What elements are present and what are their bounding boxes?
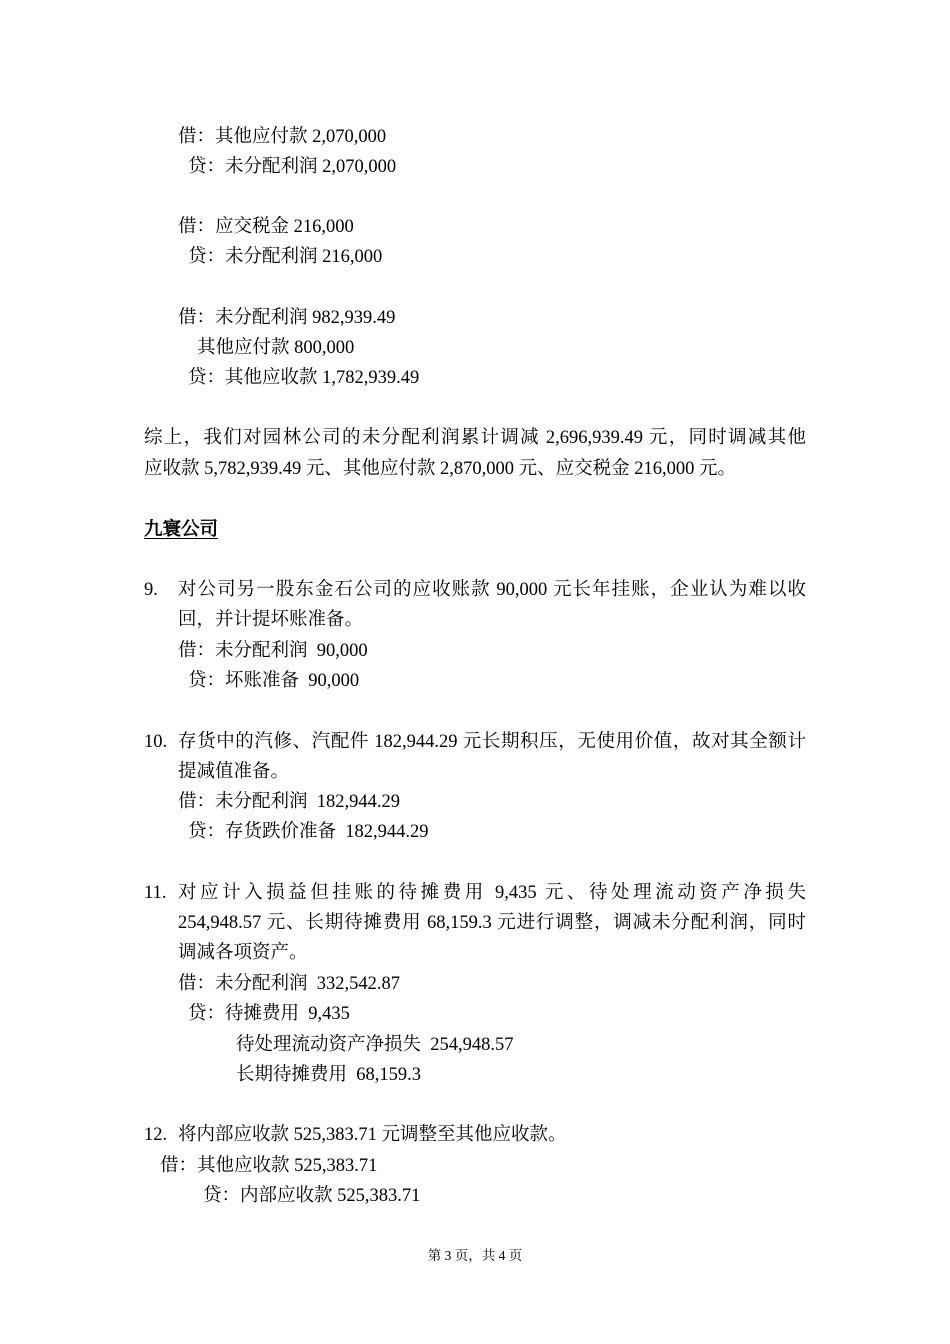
journal-debit-line: 借：应交税金 216,000 bbox=[178, 217, 354, 237]
summary-paragraph-line: 应收款 5,782,939.49 元、其他应付款 2,870,000 元、应交税金 216,000 元。 bbox=[144, 459, 737, 479]
journal-debit-line: 借：未分配利润 182,944.29 bbox=[178, 792, 401, 812]
summary-paragraph-line: 综上，我们对园林公司的未分配利润累计调减 2,696,939.49 元，同时调减其他 bbox=[144, 428, 806, 448]
section-heading: 九寰公司 bbox=[144, 520, 219, 540]
journal-credit-line: 贷：其他应收款 1,782,939.49 bbox=[188, 368, 420, 388]
item-number: 10. bbox=[144, 732, 168, 752]
item-text-line: 254,948.57 元、长期待摊费用 68,159.3 元进行调整，调减未分配利润，同时 bbox=[178, 913, 806, 933]
journal-debit-line: 借：未分配利润 90,000 bbox=[178, 641, 368, 661]
journal-debit-line: 借：其他应付款 2,070,000 bbox=[178, 127, 387, 147]
item-number: 11. bbox=[144, 883, 167, 903]
journal-credit-line: 贷：坏账准备 90,000 bbox=[188, 671, 360, 691]
item-text-line: 将内部应收款 525,383.71 元调整至其他应收款。 bbox=[178, 1125, 567, 1145]
journal-credit-line: 长期待摊费用 68,159.3 bbox=[236, 1065, 422, 1085]
journal-debit-line: 借：其他应收款 525,383.71 bbox=[160, 1156, 378, 1176]
item-text-line: 对应计入损益但挂账的待摊费用 9,435 元、待处理流动资产净损失 bbox=[178, 883, 806, 903]
journal-credit-line: 贷：未分配利润 2,070,000 bbox=[188, 157, 397, 177]
journal-debit-line: 借：未分配利润 982,939.49 bbox=[178, 308, 396, 328]
item-text-line: 存货中的汽修、汽配件 182,944.29 元长期积压，无使用价值，故对其全额计 bbox=[178, 732, 806, 752]
item-text-line: 对公司另一股东金石公司的应收账款 90,000 元长年挂账，企业认为难以收 bbox=[178, 580, 806, 600]
item-text-line: 回，并计提坏账准备。 bbox=[178, 610, 364, 630]
item-text-line: 提减值准备。 bbox=[178, 762, 290, 782]
journal-credit-line: 贷：内部应收款 525,383.71 bbox=[203, 1186, 421, 1206]
journal-credit-line: 贷：未分配利润 216,000 bbox=[188, 247, 383, 267]
item-number: 12. bbox=[144, 1125, 168, 1145]
page-footer: 第 3 页，共 4 页 bbox=[427, 1248, 523, 1263]
journal-credit-line: 贷：存货跌价准备 182,944.29 bbox=[188, 822, 429, 842]
journal-credit-line: 贷：待摊费用 9,435 bbox=[188, 1004, 350, 1024]
journal-debit-line: 其他应付款 800,000 bbox=[197, 338, 355, 358]
journal-credit-line: 待处理流动资产净损失 254,948.57 bbox=[236, 1035, 514, 1055]
journal-debit-line: 借：未分配利润 332,542.87 bbox=[178, 974, 401, 994]
item-number: 9. bbox=[144, 580, 158, 600]
item-text-line: 调减各项资产。 bbox=[178, 943, 308, 963]
